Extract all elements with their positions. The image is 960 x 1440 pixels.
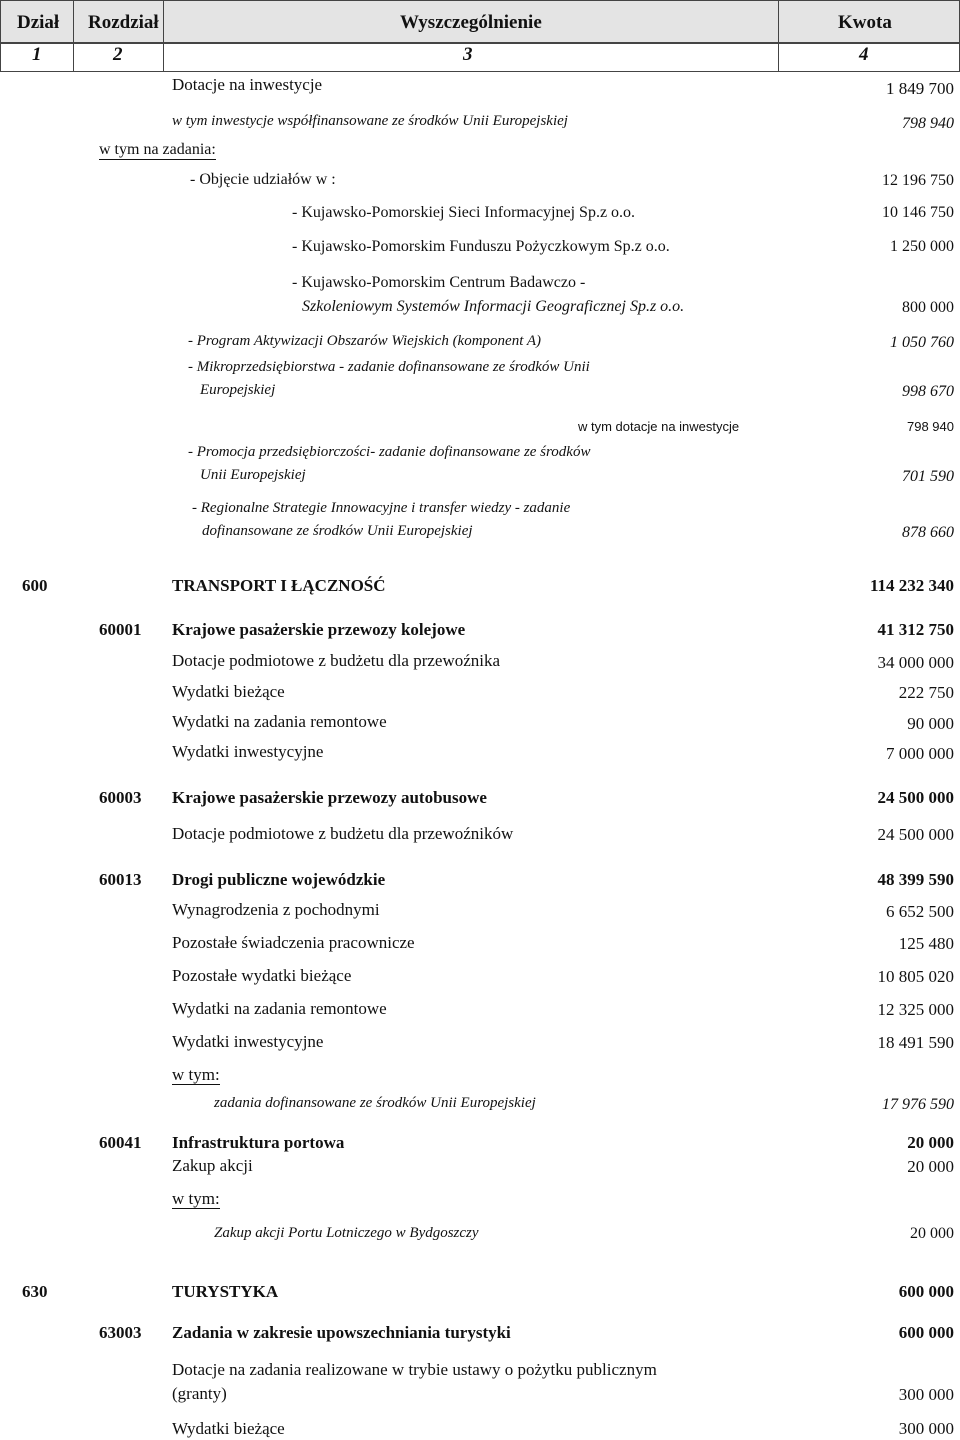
rozdzial-60013-code: 60013: [99, 870, 142, 889]
w-tym-na-zadania: w tym na zadania:: [99, 141, 216, 158]
rozdzial-60041-code: 60041: [99, 1133, 142, 1152]
r60041-zakup-label: Zakup akcji: [172, 1156, 253, 1175]
centrum-badawcze-value: 800 000: [902, 299, 954, 316]
r60013-item-0-value: 6 652 500: [886, 902, 954, 921]
wspolfinansowane-value: 798 940: [902, 115, 954, 132]
header-wyszczegolnienie: Wyszczególnienie: [400, 12, 542, 33]
r60013-item-4-label: Wydatki inwestycyjne: [172, 1032, 324, 1051]
r60013-item-2-value: 10 805 020: [877, 967, 954, 986]
objecie-udzialow-value: 12 196 750: [882, 172, 954, 189]
dotacje-inwestycje-value: 1 849 700: [886, 79, 954, 98]
r60013-item-1-label: Pozostałe świadczenia pracownicze: [172, 933, 415, 952]
rozdzial-60001-value: 41 312 750: [877, 620, 954, 639]
r60013-item-4-value: 18 491 590: [877, 1033, 954, 1052]
mikroprzedsiebiorstwa-label-1: - Mikroprzedsiębiorstwa - zadanie dofinansowane ze środków Unii: [188, 359, 590, 375]
header-col-divider-3: [778, 0, 779, 72]
header-num-4: 4: [859, 44, 869, 65]
header-rozdzial: Rozdział: [88, 12, 159, 33]
header-col-divider-2: [163, 0, 164, 72]
r60003-item-0-label: Dotacje podmiotowe z budżetu dla przewoźników: [172, 824, 514, 843]
r60001-item-0-value: 34 000 000: [877, 653, 954, 672]
rozdzial-60041-label: Infrastruktura portowa: [172, 1133, 345, 1152]
centrum-badawcze-label-1: - Kujawsko-Pomorskim Centrum Badawczo -: [292, 274, 586, 291]
rozdzial-60003-label: Krajowe pasażerskie przewozy autobusowe: [172, 788, 487, 807]
w-tym-dotacje-value: 798 940: [907, 419, 954, 434]
r60001-item-0-label: Dotacje podmiotowe z budżetu dla przewoźnika: [172, 651, 501, 670]
rozdzial-60001-code: 60001: [99, 620, 142, 639]
r60013-sub-label: zadania dofinansowane ze środków Unii Europejskiej: [214, 1095, 536, 1111]
r60013-item-3-label: Wydatki na zadania remontowe: [172, 999, 387, 1018]
header-left-border: [0, 0, 1, 72]
wspolfinansowane-label: w tym inwestycje współfinansowane ze środków Unii Europejskiej: [172, 113, 568, 129]
promocja-value: 701 590: [902, 468, 954, 485]
program-aktywizacji-label: - Program Aktywizacji Obszarów Wiejskich (komponent A): [188, 333, 542, 349]
dzial-630-code: 630: [22, 1282, 48, 1301]
r60041-sub-value: 20 000: [910, 1225, 954, 1242]
rozdzial-60013-label: Drogi publiczne wojewódzkie: [172, 870, 386, 889]
regionalne-strategie-value: 878 660: [902, 524, 954, 541]
header-num-3: 3: [463, 44, 473, 65]
promocja-label-2: Unii Europejskiej: [200, 467, 306, 483]
sieci-informacyjnej-value: 10 146 750: [882, 204, 954, 221]
regionalne-strategie-label-1: - Regionalne Strategie Innowacyjne i transfer wiedzy - zadanie: [192, 500, 571, 516]
rozdzial-60041-value: 20 000: [907, 1133, 954, 1152]
header-kwota: Kwota: [838, 12, 892, 33]
r63003-wydatki-label: Wydatki bieżące: [172, 1419, 285, 1438]
dotacje-inwestycje-label: Dotacje na inwestycje: [172, 75, 323, 94]
r63003-dotacje-value: 300 000: [898, 1385, 954, 1404]
r60041-sub-label: Zakup akcji Portu Lotniczego w Bydgoszczy: [214, 1225, 479, 1241]
r60001-item-2-value: 90 000: [907, 714, 954, 733]
r63003-dotacje-label-2: (granty): [172, 1384, 227, 1403]
r60001-item-1-label: Wydatki bieżące: [172, 682, 285, 701]
header-num-1: 1: [32, 44, 42, 65]
w-tym-dotacje-label: w tym dotacje na inwestycje: [578, 419, 740, 434]
r60013-item-1-value: 125 480: [898, 934, 954, 953]
header-col-divider-1: [73, 0, 74, 72]
r60041-w-tym: w tym:: [172, 1189, 220, 1208]
program-aktywizacji-value: 1 050 760: [890, 334, 954, 351]
rozdzial-60003-value: 24 500 000: [877, 788, 954, 807]
r60013-w-tym: w tym:: [172, 1065, 220, 1084]
mikroprzedsiebiorstwa-value: 998 670: [902, 383, 954, 400]
header-divider: [0, 42, 960, 43]
r60001-item-2-label: Wydatki na zadania remontowe: [172, 712, 387, 731]
r60001-item-3-label: Wydatki inwestycyjne: [172, 742, 324, 761]
rozdzial-60001-label: Krajowe pasażerskie przewozy kolejowe: [172, 620, 466, 639]
rozdzial-63003-value: 600 000: [898, 1323, 954, 1342]
r60013-item-0-label: Wynagrodzenia z pochodnymi: [172, 900, 380, 919]
r60001-item-1-value: 222 750: [898, 683, 954, 702]
centrum-badawcze-label-2: Szkoleniowym Systemów Informacji Geograficznej Sp.z o.o.: [302, 298, 685, 315]
objecie-udzialow-label: - Objęcie udziałów w :: [190, 171, 336, 188]
r60013-item-2-label: Pozostałe wydatki bieżące: [172, 966, 352, 985]
rozdzial-60013-value: 48 399 590: [877, 870, 954, 889]
regionalne-strategie-label-2: dofinansowane ze środków Unii Europejskiej: [202, 523, 473, 539]
dzial-600-value: 114 232 340: [869, 576, 954, 595]
header-dzial: Dział: [17, 12, 60, 33]
number-row-divider: [0, 71, 960, 72]
r63003-dotacje-label-1: Dotacje na zadania realizowane w trybie ustawy o pożytku publicznym: [172, 1360, 657, 1379]
r60003-item-0-value: 24 500 000: [877, 825, 954, 844]
dzial-600-label: TRANSPORT I ŁĄCZNOŚĆ: [172, 576, 386, 595]
rozdzial-60003-code: 60003: [99, 788, 142, 807]
r60013-item-3-value: 12 325 000: [877, 1000, 954, 1019]
r60041-zakup-value: 20 000: [907, 1157, 954, 1176]
rozdzial-63003-code: 63003: [99, 1323, 142, 1342]
r63003-wydatki-value: 300 000: [898, 1419, 954, 1438]
fundusz-pozyczkowy-label: - Kujawsko-Pomorskim Funduszu Pożyczkowym Sp.z o.o.: [292, 238, 670, 255]
dzial-630-label: TURYSTYKA: [172, 1282, 279, 1301]
promocja-label-1: - Promocja przedsiębiorczości- zadanie dofinansowane ze środków: [188, 444, 591, 460]
header-num-2: 2: [113, 44, 123, 65]
dzial-630-value: 600 000: [898, 1282, 954, 1301]
sieci-informacyjnej-label: - Kujawsko-Pomorskiej Sieci Informacyjnej Sp.z o.o.: [292, 204, 636, 221]
r60001-item-3-value: 7 000 000: [886, 744, 954, 763]
mikroprzedsiebiorstwa-label-2: Europejskiej: [200, 382, 276, 398]
rozdzial-63003-label: Zadania w zakresie upowszechniania turystyki: [172, 1323, 511, 1342]
fundusz-pozyczkowy-value: 1 250 000: [890, 238, 954, 255]
r60013-sub-value: 17 976 590: [882, 1096, 954, 1113]
dzial-600-code: 600: [22, 576, 48, 595]
